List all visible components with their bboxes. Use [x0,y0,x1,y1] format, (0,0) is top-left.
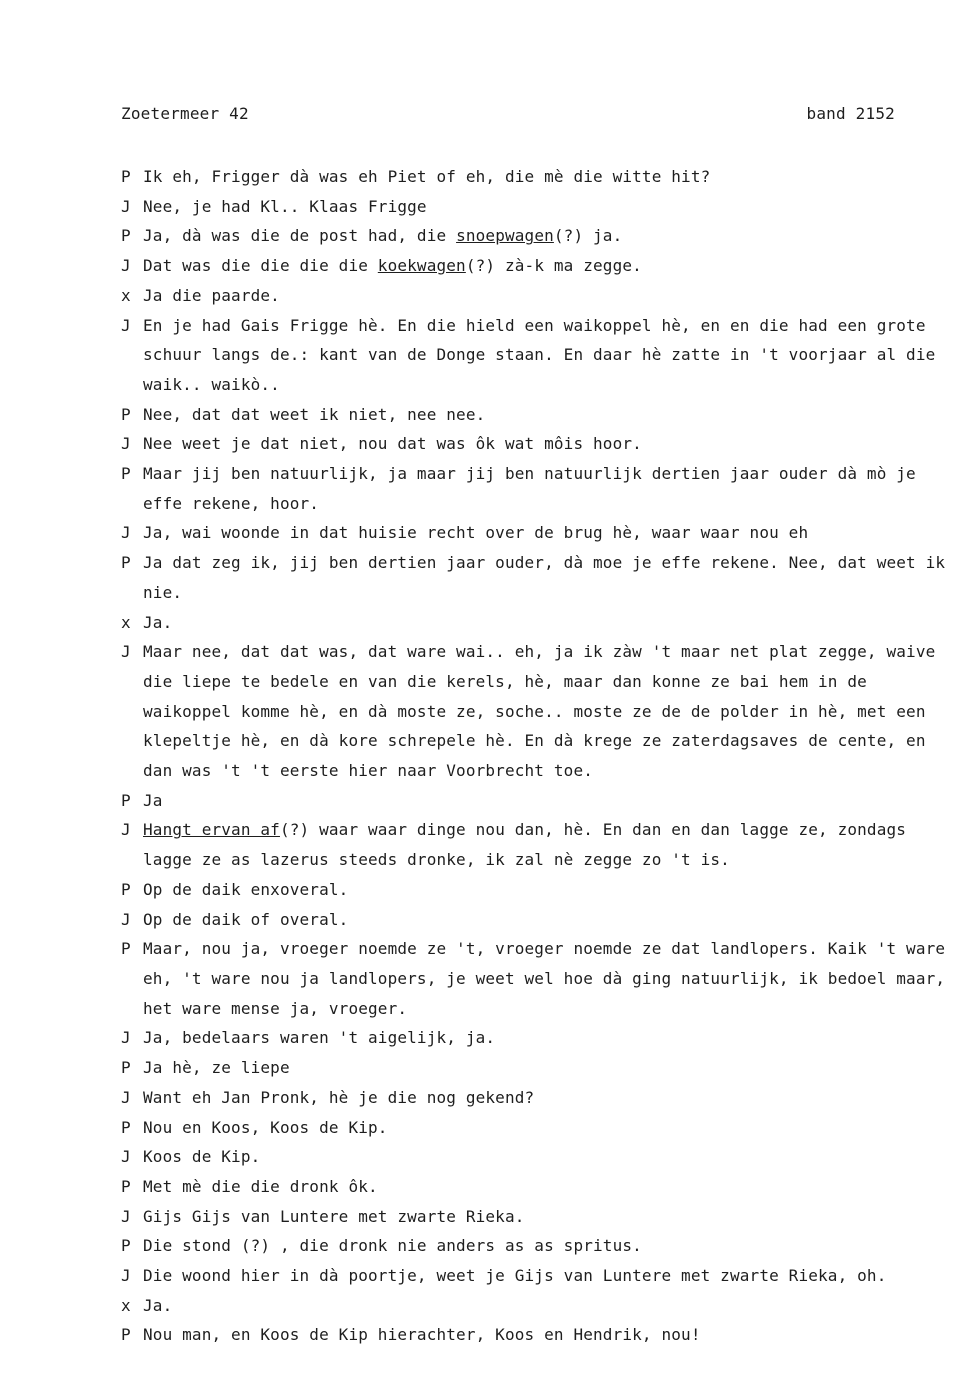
utterance-text: (?) zà-k ma zegge. [465,256,642,276]
speaker-label: P [121,939,131,959]
utterance-text: Met mè die die dronk ôk. [143,1176,378,1196]
transcript-turn [121,1053,961,1083]
transcript-turn [121,608,961,638]
utterance-text: Ja. [143,1295,173,1315]
utterance-text: Ja, bedelaars waren 't aigelijk, ja. [143,1028,496,1048]
speaker-label: P [121,553,131,573]
speaker-label: J [121,1087,131,1107]
utterance-text: Ja, dà was die de post had, die [143,226,457,246]
transcript-turn [121,518,961,548]
transcript-turn [121,192,961,222]
speaker-label: P [121,1176,131,1196]
speaker-label: J [121,523,131,543]
utterance-text: Nee weet je dat niet, nou dat was ôk wat môis hoor. [143,434,642,454]
transcript-turn [121,429,961,459]
utterance-text: Nou en Koos, Koos de Kip. [143,1117,388,1137]
transcript-turn [121,934,961,1023]
speaker-label: P [121,1117,131,1137]
utterance-text: Op de daik of overal. [143,909,349,929]
speaker-label: J [121,909,131,929]
transcript-turn [121,1023,961,1053]
utterance-text: Ja. [143,612,173,632]
speaker-label: J [121,256,131,276]
utterance-text: (?) waar waar dinge nou dan, hè. En dan en dan lagge ze, zondags lagge ze as lazerus steeds dronke, ik zal nè zegge zo 't is. [143,820,907,870]
utterance-text: Gijs Gijs van Luntere met zwarte Rieka. [143,1206,525,1226]
header-tape-number: band 2152 [806,104,895,123]
transcript-turn [121,875,961,905]
utterance-text: Ja die paarde. [143,285,280,305]
speaker-label: J [121,1028,131,1048]
underlined-uncertain-word: koekwagen [377,256,466,276]
transcript-turn [121,221,961,251]
transcript-turn [121,1291,961,1321]
utterance-text: Ja, wai woonde in dat huisie recht over de brug hè, waar waar nou eh [143,523,809,543]
speaker-label: J [121,1266,131,1286]
transcript-turn [121,281,961,311]
speaker-label: P [121,1236,131,1256]
transcript-turn [121,905,961,935]
transcript-turn [121,311,961,400]
transcript-turn [121,637,961,786]
transcript-turn [121,548,961,607]
utterance-text: Ik eh, Frigger dà was eh Piet of eh, die mè die witte hit? [143,167,711,186]
speaker-label: J [121,315,131,335]
speaker-label: P [121,167,131,186]
transcript-turn [121,251,961,281]
speaker-label: P [121,1058,131,1078]
speaker-label: P [121,404,131,424]
utterance-text: Die stond (?) , die dronk nie anders as as spritus. [143,1236,642,1256]
speaker-label: P [121,1325,131,1345]
utterance-text: Ja [143,790,163,810]
utterance-text: (?) ja. [553,226,623,246]
transcript-turn [121,1142,961,1172]
transcript-turn [121,400,961,430]
transcript-turn [121,1202,961,1232]
speaker-label: J [121,642,131,662]
speaker-label: J [121,1206,131,1226]
transcript-turn [121,1261,961,1291]
utterance-text: Op de daik enxoveral. [143,879,349,899]
speaker-label: P [121,226,131,246]
speaker-label: x [121,1295,131,1315]
transcript-turn [121,815,961,874]
utterance-text: Ja dat zeg ik, jij ben dertien jaar ouder, dà moe je effe rekene. Nee, dat weet ik nie. [143,553,946,602]
speaker-label: P [121,879,131,899]
utterance-text: Ja hè, ze liepe [143,1058,290,1078]
speaker-label: J [121,1147,131,1167]
transcript-turn [121,1113,961,1143]
utterance-text: Maar, nou ja, vroeger noemde ze 't, vroeger noemde ze dat landlopers. Kaik 't ware eh, 't ware nou ja landlopers, je weet wel hoe dà ging natuurlijk, ik bedoel maar, het ware mense ja, vroeger. [143,939,946,1018]
transcript-turn [121,1231,961,1261]
utterance-text: Maar nee, dat dat was, dat ware wai.. eh, ja ik zàw 't maar net plat zegge, waive die liepe te bedele en van die kerels, hè, maar dan konne ze bai hem in de waikoppel komme hè, en dà moste ze, soche.. moste ze de de polder in hè, met een klepeltje hè, en dà kore schrepele hè. En dà krege ze zaterdagsaves de cente, en dan was 't 't eerste hier naar Voorbrecht toe. [143,642,936,781]
utterance-text: Koos de Kip. [143,1147,261,1167]
utterance-text: Nee, je had Kl.. Klaas Frigge [143,196,427,216]
speaker-label: P [121,464,131,484]
utterance-text: Want eh Jan Pronk, hè je die nog gekend? [143,1087,535,1107]
utterance-text: En je had Gais Frigge hè. En die hield een waikoppel hè, en en die had een grote schuur langs de.: kant van de Donge staan. En daar hè zatte in 't voorjaar al die waik.. waikò.. [143,315,936,394]
transcript-turn [121,1083,961,1113]
transcript-turn [121,162,961,192]
speaker-label: J [121,434,131,454]
transcript-turn [121,1172,961,1202]
speaker-label: x [121,285,131,305]
utterance-text: Nee, dat dat weet ik niet, nee nee. [143,404,486,424]
transcript-turn [121,786,961,816]
speaker-label: x [121,612,131,632]
transcript-turn [121,1320,961,1350]
utterance-text: Maar jij ben natuurlijk, ja maar jij ben natuurlijk dertien jaar ouder dà mò je effe rekene, hoor. [143,464,916,513]
underlined-uncertain-word: Hangt ervan af [143,820,280,840]
header-location: Zoetermeer 42 [121,104,249,123]
speaker-label: P [121,790,131,810]
underlined-uncertain-word: snoepwagen [456,226,554,246]
utterance-text: Nou man, en Koos de Kip hierachter, Koos en Hendrik, nou! [143,1325,701,1345]
utterance-text: Dat was die die die die [143,256,378,276]
speaker-label: J [121,196,131,216]
utterance-text: Die woond hier in dà poortje, weet je Gijs van Luntere met zwarte Rieka, oh. [143,1266,887,1286]
transcript [121,162,961,1350]
transcript-turn [121,459,961,518]
speaker-label: J [121,820,131,840]
